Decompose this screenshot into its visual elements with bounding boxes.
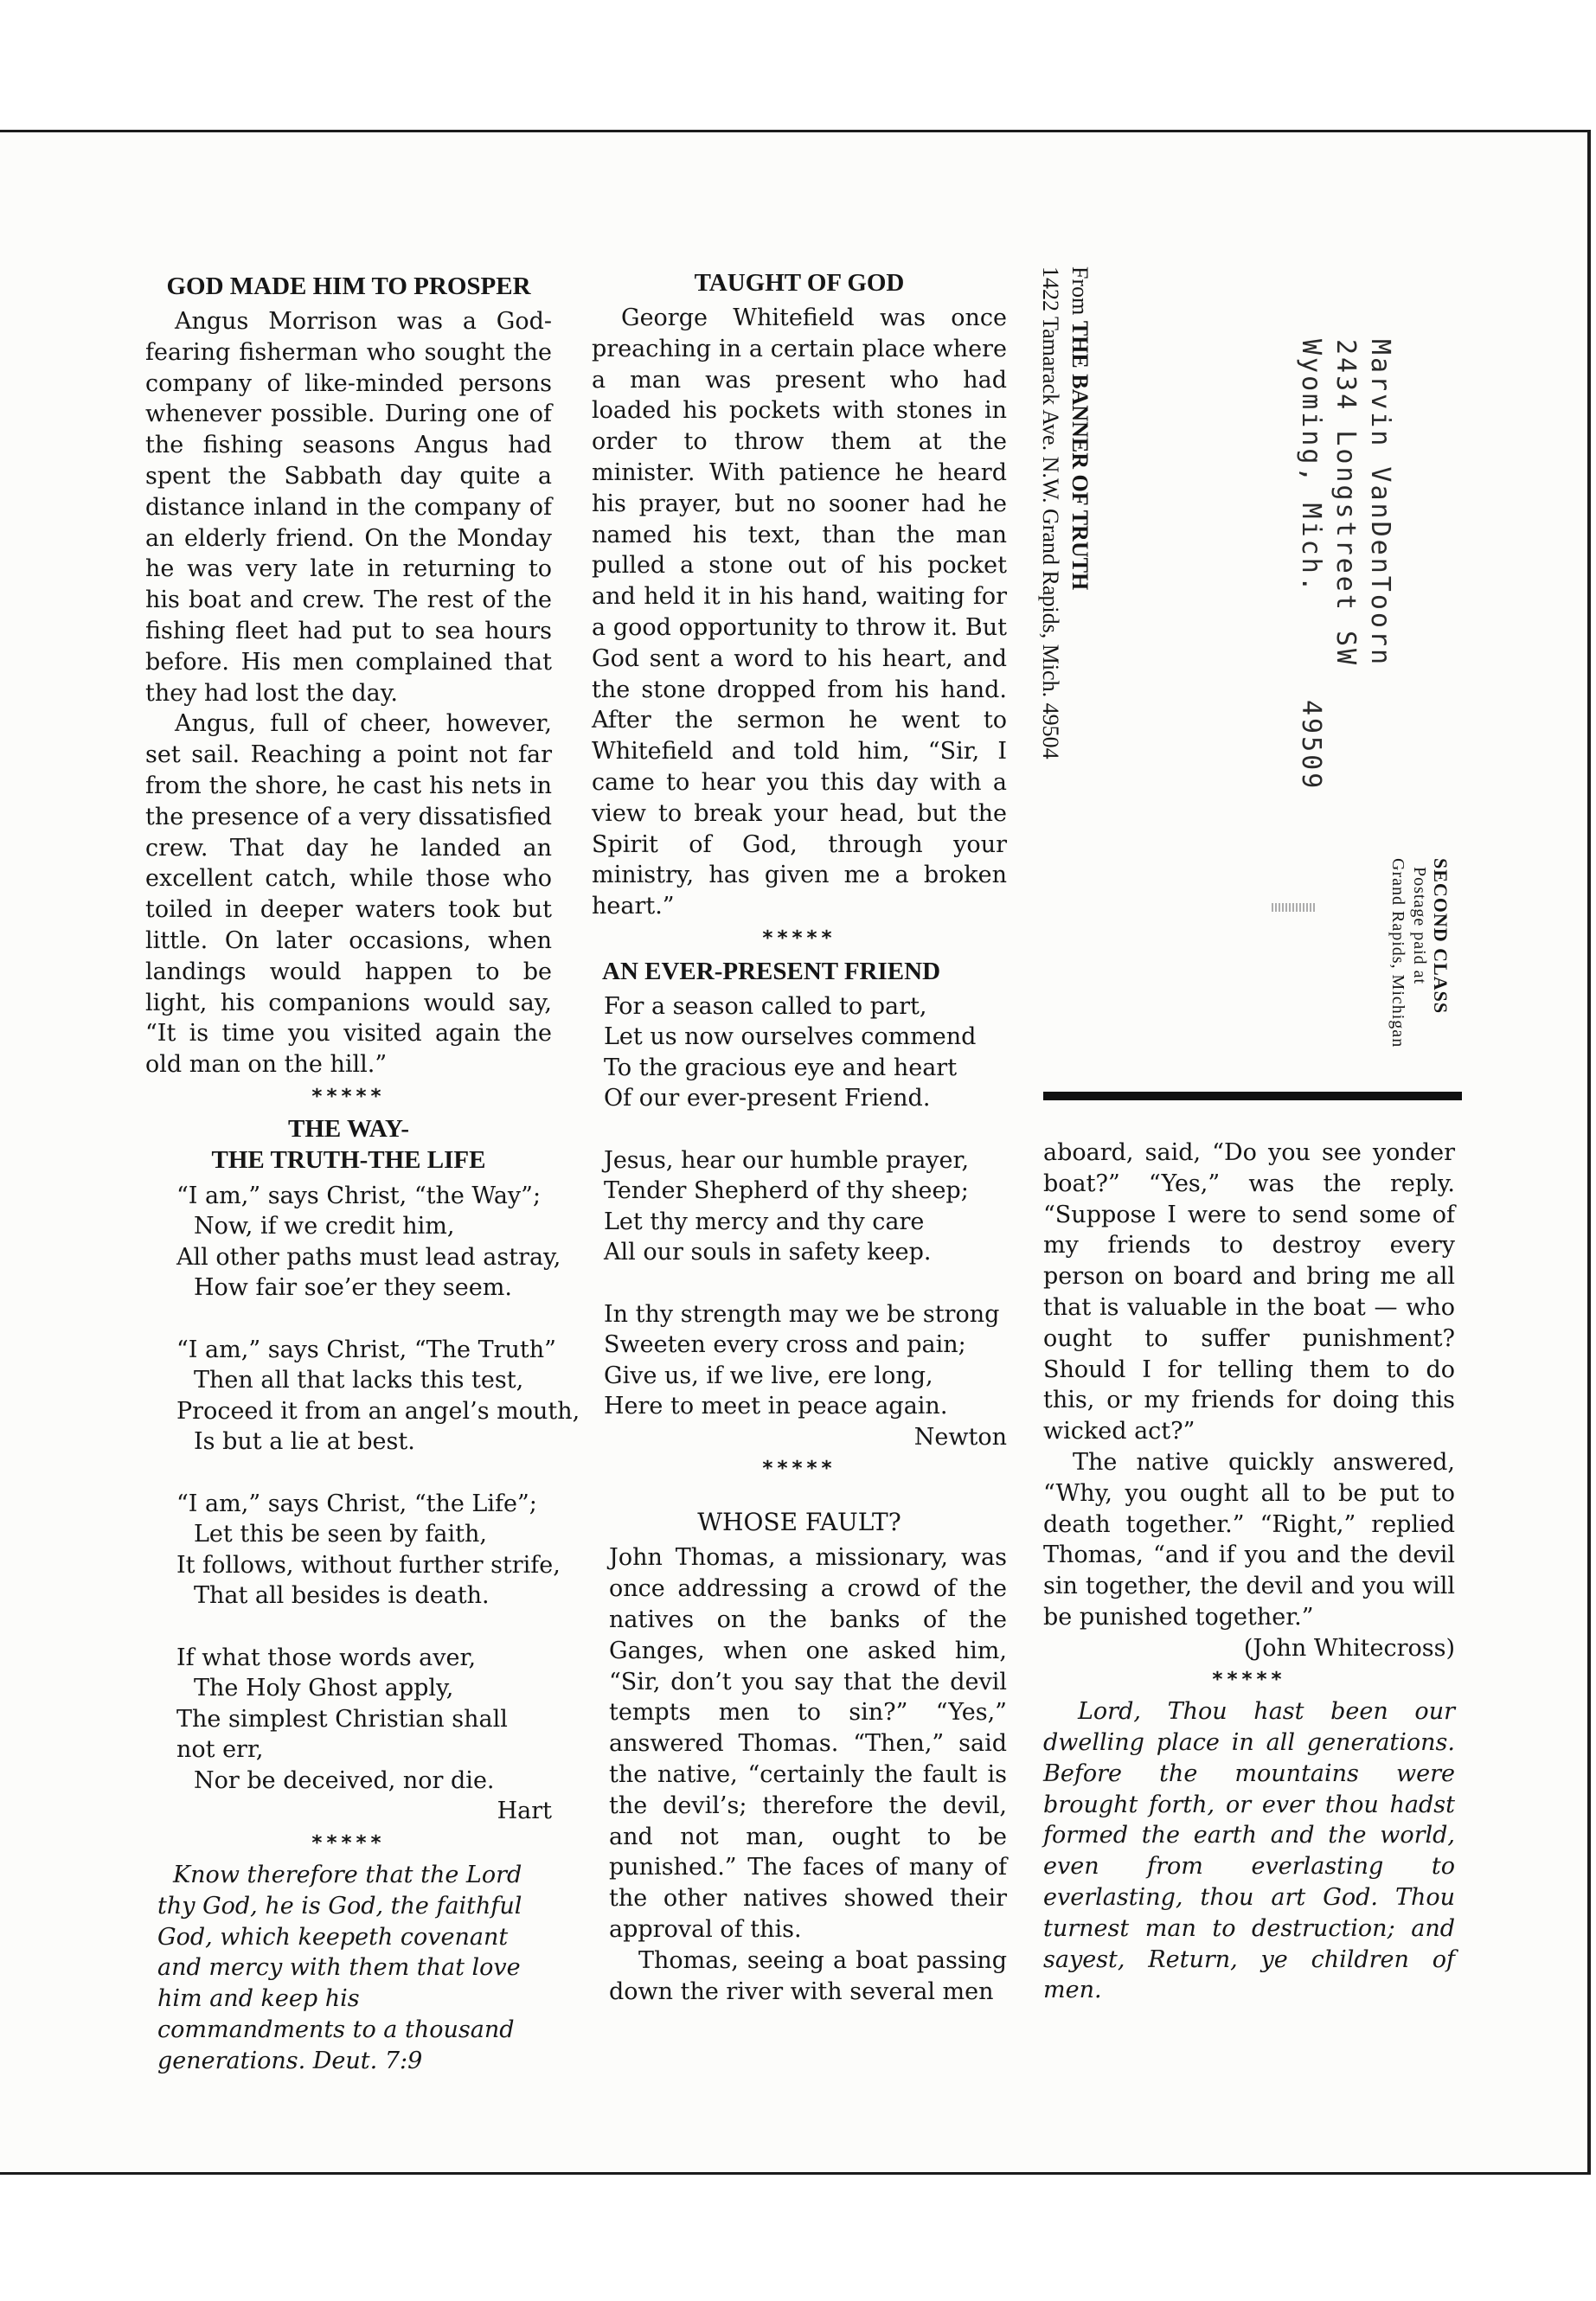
return-address-line2: 1422 Tamarack Ave. N.W. Grand Rapids, Mich. 49504 xyxy=(1038,266,1063,760)
hymn-line: Jesus, hear our humble prayer, xyxy=(604,1146,970,1174)
poem-line: “I am,” says Christ, “The Truth” xyxy=(176,1336,556,1363)
hymn-stanza xyxy=(604,1145,1007,1268)
article-title-whose-fault: WHOSE FAULT? xyxy=(697,1508,901,1537)
poem-line: Let this be seen by faith, xyxy=(194,1521,487,1548)
recipient-street: 2434 Longstreet SW xyxy=(1330,339,1361,668)
poem-title-line1: THE WAY- xyxy=(288,1114,409,1143)
poem-way-truth-life xyxy=(145,1181,580,1797)
postage-line: Postage paid at xyxy=(1410,867,1429,985)
section-divider: ***** xyxy=(762,1458,836,1481)
recipient-city-zip xyxy=(1293,339,1328,791)
poem-line: Nor be deceived, nor die. xyxy=(194,1766,495,1794)
hymn-ever-present-friend xyxy=(592,991,1007,1422)
hymn-line: Give us, if we live, ere long, xyxy=(604,1362,933,1389)
poem-line: All other paths must lead astray, xyxy=(176,1243,561,1271)
section-divider: ***** xyxy=(762,926,836,950)
article-paragraph: Angus Morrison was a God-fearing fisherman who sought the company of like-minded persons whenever possible. During one of the fishing seasons Angus had spent the Sabbath day quite a distance inland in the company of an elderly friend. On the Monday he was very late in returning to his boat and crew. The rest of the fishing fleet had put to sea hours before. His men complained that they had lost the day. xyxy=(145,308,552,707)
article-title-taught: TAUGHT OF GOD xyxy=(694,269,905,297)
hymn-line: All our souls in safety keep. xyxy=(604,1239,932,1266)
section-divider: ***** xyxy=(311,1085,386,1108)
divider-rule xyxy=(1043,1092,1462,1100)
article-paragraph: The native quickly answered, “Why, you ought all to be put to death together.” “Right,” replied Thomas, “and if you and the devil sin together, the devil and you will be punished together.” xyxy=(1043,1448,1455,1631)
poem-line: “I am,” says Christ, “the Way”; xyxy=(176,1182,542,1209)
poem-stanza xyxy=(176,1489,561,1612)
poem-line: The Holy Ghost apply, xyxy=(194,1675,454,1702)
postage-class: SECOND CLASS xyxy=(1430,858,1452,1015)
recipient-city: Wyoming, Mich. xyxy=(1296,339,1326,594)
hymn-author: Newton xyxy=(913,1423,1007,1451)
poem-author: Hart xyxy=(497,1798,552,1825)
return-address xyxy=(1035,266,1094,760)
return-address-line1 xyxy=(1065,266,1094,760)
publisher-name: THE BANNER OF TRUTH xyxy=(1067,320,1093,591)
poem-stanza xyxy=(176,1643,552,1797)
hymn-title: AN EVER-PRESENT FRIEND xyxy=(602,957,941,985)
poem-line: not err, xyxy=(176,1736,264,1764)
poem-line: If what those words aver, xyxy=(176,1644,477,1671)
poem-line: “I am,” says Christ, “the Life”; xyxy=(176,1490,537,1517)
poem-line: Is but a lie at best. xyxy=(194,1428,415,1456)
ink-smudge xyxy=(1272,903,1317,912)
hymn-line: In thy strength may we be strong xyxy=(604,1300,1000,1328)
recipient-zip: 49509 xyxy=(1296,700,1326,792)
poem-line: Now, if we credit him, xyxy=(194,1213,455,1240)
poem-line: Proceed it from an angel’s mouth, xyxy=(176,1397,580,1425)
poem-line: Then all that lacks this test, xyxy=(194,1367,524,1394)
hymn-line: Tender Shepherd of thy sheep; xyxy=(604,1177,969,1205)
section-divider: ***** xyxy=(1212,1669,1286,1692)
hymn-line: To the gracious eye and heart xyxy=(604,1054,958,1081)
article-paragraph: George Whitefield was once preaching in a certain place where a man was present who had loaded his pockets with stones in order to throw them at the minister. With patience he heard his prayer, but no sooner had he named his text, than the man pulled a stone out of his pocket and held it in his hand, waiting for a good opportunity to throw it. But God sent a word to his heart, and the stone dropped from his hand. After the sermon he went to Whitefield and told him, “Sir, I came to hear you this day with a view to break your head, but the Spirit of God, through your ministry, has given me a broken heart.” xyxy=(592,304,1007,920)
recipient-name: Marvin VanDenToorn xyxy=(1365,339,1395,668)
column-middle xyxy=(592,266,1007,2007)
from-prefix: From xyxy=(1067,266,1093,316)
hymn-line: For a season called to part, xyxy=(604,992,927,1020)
poem-line: How fair soe’er they seem. xyxy=(194,1274,512,1302)
hymn-line: Sweeten every cross and pain; xyxy=(604,1331,966,1359)
hymn-line: Let us now ourselves commend xyxy=(604,1023,977,1051)
article-paragraph: Thomas, seeing a boat passing down the river with several men xyxy=(609,1946,1007,2005)
poem-title-line2: THE TRUTH-THE LIFE xyxy=(211,1145,486,1174)
postage-indicia xyxy=(1387,858,1452,1048)
hymn-stanza xyxy=(604,991,1007,1114)
poem-stanza xyxy=(176,1335,580,1458)
hymn-line: Let thy mercy and thy care xyxy=(604,1208,925,1235)
recipient-label xyxy=(1293,339,1397,791)
scripture-quote: Lord, Thou hast been our dwelling place in all generations. Before the mountains were brought forth, or ever thou hadst formed the earth and the world, even from everlasting to everlasting, thou art God. Thou turnest man to destruction; and sayest, Return, ye children of men. xyxy=(1043,1698,1455,2004)
article-attribution: (John Whitecross) xyxy=(1243,1634,1455,1662)
poem-stanza xyxy=(176,1181,561,1304)
hymn-line: Here to meet in peace again. xyxy=(604,1393,948,1420)
hymn-line: Of our ever-present Friend. xyxy=(604,1085,931,1112)
poem-line: That all besides is death. xyxy=(194,1582,490,1610)
article-paragraph: Angus, full of cheer, however, set sail. Reaching a point not far from the shore, he cast his nets in the presence of a very dissatisfied crew. That day he landed an excellent catch, while those who toiled in deeper waters took but little. On later occasions, when landings would happen to be light, his companions would say, “It is time you visited again the old man on the hill.” xyxy=(145,710,552,1079)
article-paragraph: aboard, said, “Do you see yonder boat?” “Yes,” was the reply. “Suppose I were to send some of my friends to destroy every person on board and bring me all that is valuable in the boat — who ought to suffer punishment? Should I for telling them to do this, or my friends for doing this wicked act?” xyxy=(1043,1139,1455,1445)
poem-line: The simplest Christian shall xyxy=(176,1705,508,1733)
scripture-quote: Know therefore that the Lord thy God, he is God, the faithful God, which keepeth covenant and mercy with them that love him and keep his commandments to a thousand generations. Deut. 7:9 xyxy=(157,1861,522,2074)
poem-line: It follows, without further strife, xyxy=(176,1551,561,1579)
article-paragraph: John Thomas, a missionary, was once addressing a crowd of the natives on the banks of the Ganges, when one asked him, “Sir, don’t you say that the devil tempts men to sin?” “Yes,” answered Thomas. “Then,” said the native, “certainly the fault is the devil’s; therefore the devil, and not man, ought to be punished.” The faces of many of the other natives showed their approval of this. xyxy=(609,1544,1007,1943)
section-divider: ***** xyxy=(311,1831,386,1855)
column-left xyxy=(145,270,580,2077)
hymn-stanza xyxy=(604,1299,1007,1422)
postage-line: Grand Rapids, Michigan xyxy=(1388,858,1407,1048)
column-right xyxy=(1043,1138,1455,2006)
article-title-prosper: GOD MADE HIM TO PROSPER xyxy=(166,272,531,300)
